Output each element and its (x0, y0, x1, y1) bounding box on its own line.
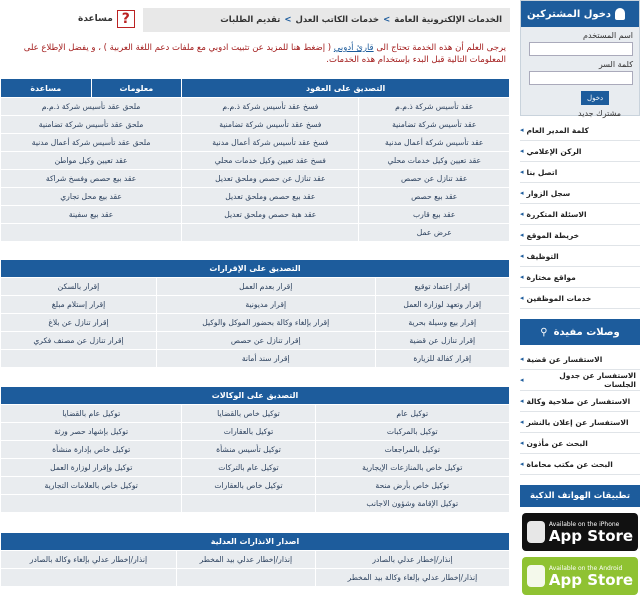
tab-info[interactable]: معلومات (91, 79, 182, 97)
service-link[interactable]: توكيل خاص بالقضايا (182, 405, 315, 423)
table-row (1, 495, 510, 513)
service-link[interactable]: توكيل عام بالتركات (182, 459, 315, 477)
notice-text (6, 42, 506, 66)
android-big-text: App Store (548, 570, 634, 589)
adobe-reader-link[interactable]: قارئ أدوبي (333, 43, 374, 53)
sidebar-item-label: الاستفسار عن صلاحية وكالة (526, 396, 631, 406)
table-row (1, 459, 510, 477)
breadcrumb-item: تقديم الطلبات (220, 15, 281, 25)
sidebar-item[interactable] (520, 120, 640, 141)
table-row (1, 350, 510, 368)
arrow-icon: ◂ (520, 168, 524, 176)
link-icon: ⚲ (540, 326, 548, 338)
breadcrumb-separator: > (284, 15, 292, 25)
sidebar-item-label: الاستفسار عن قضية (526, 354, 603, 364)
service-link[interactable]: إقرار مديونية (156, 296, 375, 314)
service-link[interactable]: عقد تعيين وكيل مواطن (1, 152, 182, 170)
sidebar-item[interactable] (520, 370, 640, 391)
arrow-icon: ◂ (520, 126, 524, 134)
table-row (1, 551, 510, 569)
table-row (1, 332, 510, 350)
service-link[interactable]: توكيل عام بالقضايا (1, 405, 182, 423)
service-link[interactable]: عقد بيع محل تجاري (1, 188, 182, 206)
apps-header: تطبيقات الهواتف الذكية (520, 485, 640, 507)
breadcrumb-item[interactable]: خدمات الكاتب العدل (295, 15, 380, 25)
service-link[interactable]: توكيل بالمراجعات (315, 441, 509, 459)
service-link[interactable]: عقد بيع حصص وفسخ شراكة (1, 170, 182, 188)
side-menu (520, 120, 640, 309)
service-link (1, 495, 182, 513)
sidebar-item[interactable] (520, 162, 640, 183)
service-link (176, 569, 315, 587)
service-link[interactable]: توكيل الإقامة وشؤون الاجانب (315, 495, 509, 513)
table-row (1, 423, 510, 441)
arrow-icon: ◂ (520, 231, 524, 239)
section-title: التصديق على العقود (182, 79, 510, 98)
table-row (1, 188, 510, 206)
table-row (1, 405, 510, 423)
service-link[interactable]: عقد تنازل عن حصص وملحق تعديل (182, 170, 359, 188)
sidebar-item-label: خريطة الموقع (526, 230, 580, 240)
service-link[interactable]: إقرار إعتماد توقيع (375, 278, 509, 296)
service-link[interactable]: إقرار سند أمانة (156, 350, 375, 368)
sidebar-item-label: البحث عن مكتب محاماة (526, 459, 613, 469)
sidebar-item[interactable] (520, 349, 640, 370)
section-title: التصديق على الإقرارات (1, 260, 510, 278)
service-link[interactable]: إقرار كفالة للزيارة (375, 350, 509, 368)
service-link[interactable]: عقد تأسيس شركة تضامنية (359, 116, 510, 134)
table-row (1, 569, 510, 587)
service-link[interactable]: فسخ عقد تأسيس شركة ذ.م.م (182, 98, 359, 116)
service-link[interactable]: عقد تنازل عن حصص (359, 170, 510, 188)
sidebar-item-label: الاستفسار عن إعلان بالنشر (526, 417, 629, 427)
service-link[interactable]: ملحق عقد تأسيس شركة تضامنية (1, 116, 182, 134)
service-link[interactable]: توكيل بالمركبات (315, 423, 509, 441)
service-link (1, 569, 177, 587)
sidebar-item[interactable] (520, 225, 640, 246)
android-small-text: Available on the Android (548, 564, 623, 572)
arrow-icon: ◂ (520, 376, 524, 384)
arrow-icon: ◂ (520, 210, 524, 218)
help-icon[interactable]: ? (117, 10, 135, 28)
service-link[interactable]: فسخ عقد تأسيس شركة أعمال مدنية (182, 134, 359, 152)
tabs-cell (1, 79, 182, 98)
breadcrumb-separator: > (383, 15, 391, 25)
ios-big-text: App Store (548, 526, 634, 545)
declarations-table (0, 259, 510, 368)
arrow-icon: ◂ (520, 189, 524, 197)
service-link[interactable]: عقد بيع قارب (359, 206, 510, 224)
new-subscriber-link[interactable]: مشترك جديد (578, 109, 621, 118)
service-link[interactable]: توكيل خاص بإدارة منشأة (1, 441, 182, 459)
sidebar-item[interactable] (520, 454, 640, 475)
service-link[interactable]: توكيل عام (315, 405, 509, 423)
sidebar-item[interactable] (520, 391, 640, 412)
service-link[interactable]: إقرار وتعهد لوزارة العمل (375, 296, 509, 314)
powers-table (0, 386, 510, 513)
service-link[interactable]: إنذار/إخطار عدلي بالصادر (315, 551, 509, 569)
sidebar-item[interactable] (520, 288, 640, 309)
service-link[interactable]: توكيل خاص بالعقارات (182, 477, 315, 495)
password-label: كلمة السر (598, 60, 633, 69)
table-row (1, 152, 510, 170)
ios-small-text: Available on the iPhone (548, 520, 620, 528)
service-link[interactable]: ملحق عقد تأسيس شركة ذ.م.م (1, 98, 182, 116)
service-link[interactable]: فسخ عقد تأسيس شركة تضامنية (182, 116, 359, 134)
sidebar-item-label: سجل الزوار (526, 188, 571, 198)
service-link[interactable]: عقد بيع سفينة (1, 206, 182, 224)
service-link[interactable]: إقرار تنازل عن حصص (156, 332, 375, 350)
service-link[interactable]: إقرار تنازل عن مصنف فكري (1, 332, 157, 350)
sidebar-item[interactable] (520, 141, 640, 162)
table-row (1, 170, 510, 188)
arrow-icon: ◂ (520, 397, 524, 405)
service-link[interactable]: فسخ عقد تعيين وكيل خدمات محلي (182, 152, 359, 170)
sidebar-item[interactable] (520, 204, 640, 225)
service-link[interactable]: عقد بيع حصص (359, 188, 510, 206)
table-row (1, 116, 510, 134)
iphone-icon (527, 521, 545, 543)
sidebar-item[interactable] (520, 412, 640, 433)
arrow-icon: ◂ (520, 147, 524, 155)
username-label: اسم المستخدم (583, 31, 633, 40)
table-row (1, 224, 510, 242)
sidebar-item-label: كلمة المدير العام (526, 125, 589, 135)
service-link[interactable]: توكيل بإشهاد حصر ورثة (1, 423, 182, 441)
table-row (1, 134, 510, 152)
service-link[interactable]: توكيل وإقرار لوزارة العمل (1, 459, 182, 477)
notice-post: ( إضغط هنا للمزيد عن تثبيت ادوبي مع ملفات دعم اللغة العربية ) ، و يفضل الإطلاع على المعلومات التالية قبل البدء بإستخدام هذه الخدمات. (23, 43, 506, 65)
section-title: التصديق على الوكالات (1, 387, 510, 405)
section-title: اصدار الانذارات العدلية (1, 533, 510, 551)
service-link[interactable]: إقرار بيع وسيلة بحرية (375, 314, 509, 332)
sidebar-item-label: التوظيف (526, 251, 559, 261)
service-link[interactable]: عقد تأسيس شركة ذ.م.م (359, 98, 510, 116)
service-link[interactable]: عرض عمل (359, 224, 510, 242)
help-label[interactable]: مساعدة (78, 14, 113, 24)
arrow-icon: ◂ (520, 439, 524, 447)
service-link[interactable]: إنذار/إخطار عدلي بإلغاء وكالة بيد المخطر (315, 569, 509, 587)
password-field[interactable] (529, 71, 633, 85)
help-link[interactable] (78, 10, 135, 28)
sidebar-item-label: الركن الإعلامي (526, 146, 582, 156)
sidebar-item-label: اتصل بنا (526, 167, 558, 177)
app-store-badge[interactable] (522, 513, 638, 551)
service-link[interactable]: توكيل بالعقارات (182, 423, 315, 441)
service-link (1, 350, 157, 368)
sidebar-item[interactable] (520, 183, 640, 204)
breadcrumb (143, 8, 510, 32)
service-link[interactable]: عقد تعيين وكيل خدمات محلي (359, 152, 510, 170)
service-link (182, 495, 315, 513)
login-header (521, 1, 639, 27)
username-field[interactable] (529, 42, 633, 56)
android-store-badge[interactable] (522, 557, 638, 595)
sidebar-item-label: البحث عن مأذون (526, 438, 588, 448)
table-row (1, 278, 510, 296)
sidebar (520, 0, 640, 589)
sidebar-item-label: مواقع مختارة (526, 272, 576, 282)
table-row (1, 314, 510, 332)
arrow-icon: ◂ (520, 355, 524, 363)
notice-pre: يرجى العلم أن هذه الخدمة تحتاج الى (376, 43, 506, 53)
service-link[interactable]: توكيل تأسيس منشأة (182, 441, 315, 459)
sidebar-item[interactable] (520, 267, 640, 288)
sidebar-item[interactable] (520, 433, 640, 454)
sidebar-item-label: الاستفسار عن جدول الجلسات (559, 371, 636, 389)
sidebar-item-label: الاسئلة المتكررة (526, 209, 587, 219)
service-link[interactable]: عقد تأسيس شركة أعمال مدنية (359, 134, 510, 152)
service-link[interactable]: إقرار تنازل عن قضية (375, 332, 509, 350)
android-icon (527, 565, 545, 587)
service-link[interactable]: توكيل خاص بالمنازعات الإيجارية (315, 459, 509, 477)
service-link[interactable]: إقرار بإلغاء وكالة بحضور الموكل والوكيل (156, 314, 375, 332)
service-link[interactable]: إنذار/إخطار عدلي بإلغاء وكالة بالصادر (1, 551, 177, 569)
notices-table (0, 532, 510, 587)
service-link[interactable]: إقرار بعدم العمل (156, 278, 375, 296)
arrow-icon: ◂ (520, 294, 524, 302)
service-link[interactable]: إقرار بالسكن (1, 278, 157, 296)
arrow-icon: ◂ (520, 252, 524, 260)
service-link[interactable]: ملحق عقد تأسيس شركة أعمال مدنية (1, 134, 182, 152)
table-row (1, 206, 510, 224)
arrow-icon: ◂ (520, 273, 524, 281)
service-link (1, 224, 182, 242)
service-link[interactable]: عقد بيع حصص وملحق تعديل (182, 188, 359, 206)
login-title: دخول المشتركين (527, 8, 612, 20)
table-row (1, 296, 510, 314)
login-box (520, 0, 640, 116)
breadcrumb-item[interactable]: الخدمات الإلكترونية العامة (394, 15, 502, 25)
service-link[interactable]: إنذار/إخطار عدلي بيد المخطر (176, 551, 315, 569)
table-row (1, 441, 510, 459)
user-icon (615, 8, 625, 20)
contracts-table (0, 78, 510, 242)
service-link[interactable]: توكيل خاص بأرض منحة (315, 477, 509, 495)
useful-links-title: وصلات مفيدة (553, 326, 620, 338)
service-link[interactable]: عقد هبة حصص وملحق تعديل (182, 206, 359, 224)
tab-help[interactable]: مساعدة (30, 83, 62, 93)
service-link[interactable]: توكيل خاص بالعلامات التجارية (1, 477, 182, 495)
table-row (1, 98, 510, 116)
service-link[interactable]: إقرار إستلام مبلغ (1, 296, 157, 314)
table-row (1, 477, 510, 495)
useful-links-menu (520, 349, 640, 475)
service-link (182, 224, 359, 242)
login-button[interactable]: دخول (581, 91, 609, 105)
useful-links-header (520, 319, 640, 345)
sidebar-item-label: خدمات الموظفين (526, 293, 592, 303)
arrow-icon: ◂ (520, 418, 524, 426)
arrow-icon: ◂ (520, 460, 524, 468)
service-link[interactable]: إقرار تنازل عن بلاغ (1, 314, 157, 332)
sidebar-item[interactable] (520, 246, 640, 267)
